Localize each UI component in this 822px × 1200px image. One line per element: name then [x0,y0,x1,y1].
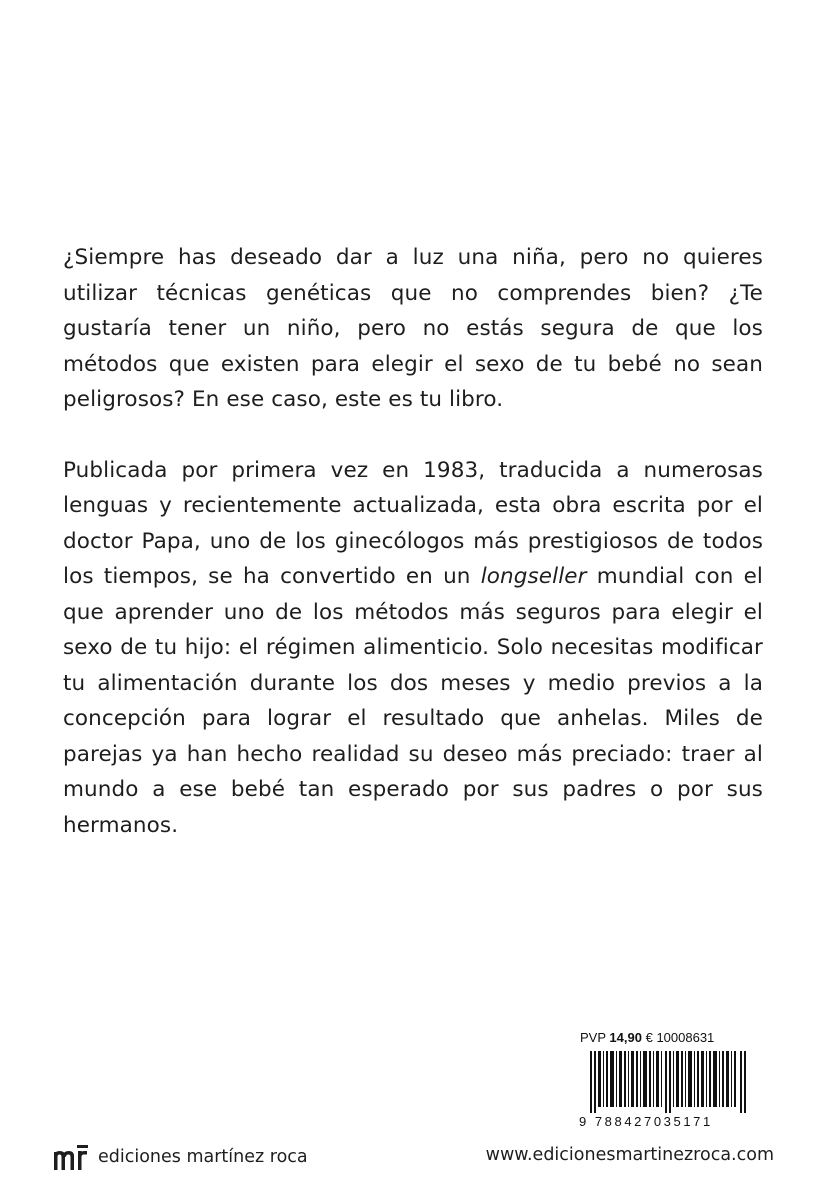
currency-symbol: € [645,1030,653,1045]
back-cover-blurb [63,240,763,843]
isbn-remaining-digits: 788427035171 [594,1114,713,1129]
product-reference: 10008631 [656,1030,715,1045]
isbn-first-digit: 9 [579,1114,589,1129]
blurb-paragraph-2 [63,453,763,844]
barcode-panel [576,1027,752,1131]
blurb-italic-word: longseller [480,564,587,589]
blurb-paragraph-1: ¿Siempre has deseado dar a luz una niña, pero no quieres utilizar técnicas genéticas que no comprendes bien? ¿Te gustaría tener un niño, pero no estás segura de que los métodos que existen para elegir el sexo de tu bebé no sean peligrosos? En ese caso, este es tu libro. [63,245,763,412]
price-line [580,1030,714,1045]
publisher-website: www.edicionesmartinezroca.com [485,1145,774,1165]
mr-logo-icon [54,1142,90,1170]
isbn-digits [579,1114,749,1129]
pvp-label: PVP [580,1030,606,1045]
price-value: 14,90 [609,1030,642,1045]
blurb-paragraph-2-text-end: mundial con el que aprender uno de los métodos más seguros para elegir el sexo de tu hijo: el régimen alimenticio. Solo necesitas modificar tu alimentación durante los dos meses y medio previos a la concepción para lograr el resultado que anhelas. Miles de parejas ya han hecho realidad su deseo más preciado: traer al mundo a ese bebé tan esperado por sus padres o por sus hermanos. [63,564,763,838]
blurb-paragraph-2-text: Publicada por primera vez en 1983, traducida a numerosas lenguas y recientemente actualizada, esta obra escrita por el doctor Papa, uno de los ginecólogos más prestigiosos de todos los tiempos, se ha convertido en un [63,457,763,589]
publisher-logo [54,1140,308,1170]
publisher-name: ediciones martínez roca [98,1147,308,1167]
barcode-icon [590,1051,746,1113]
